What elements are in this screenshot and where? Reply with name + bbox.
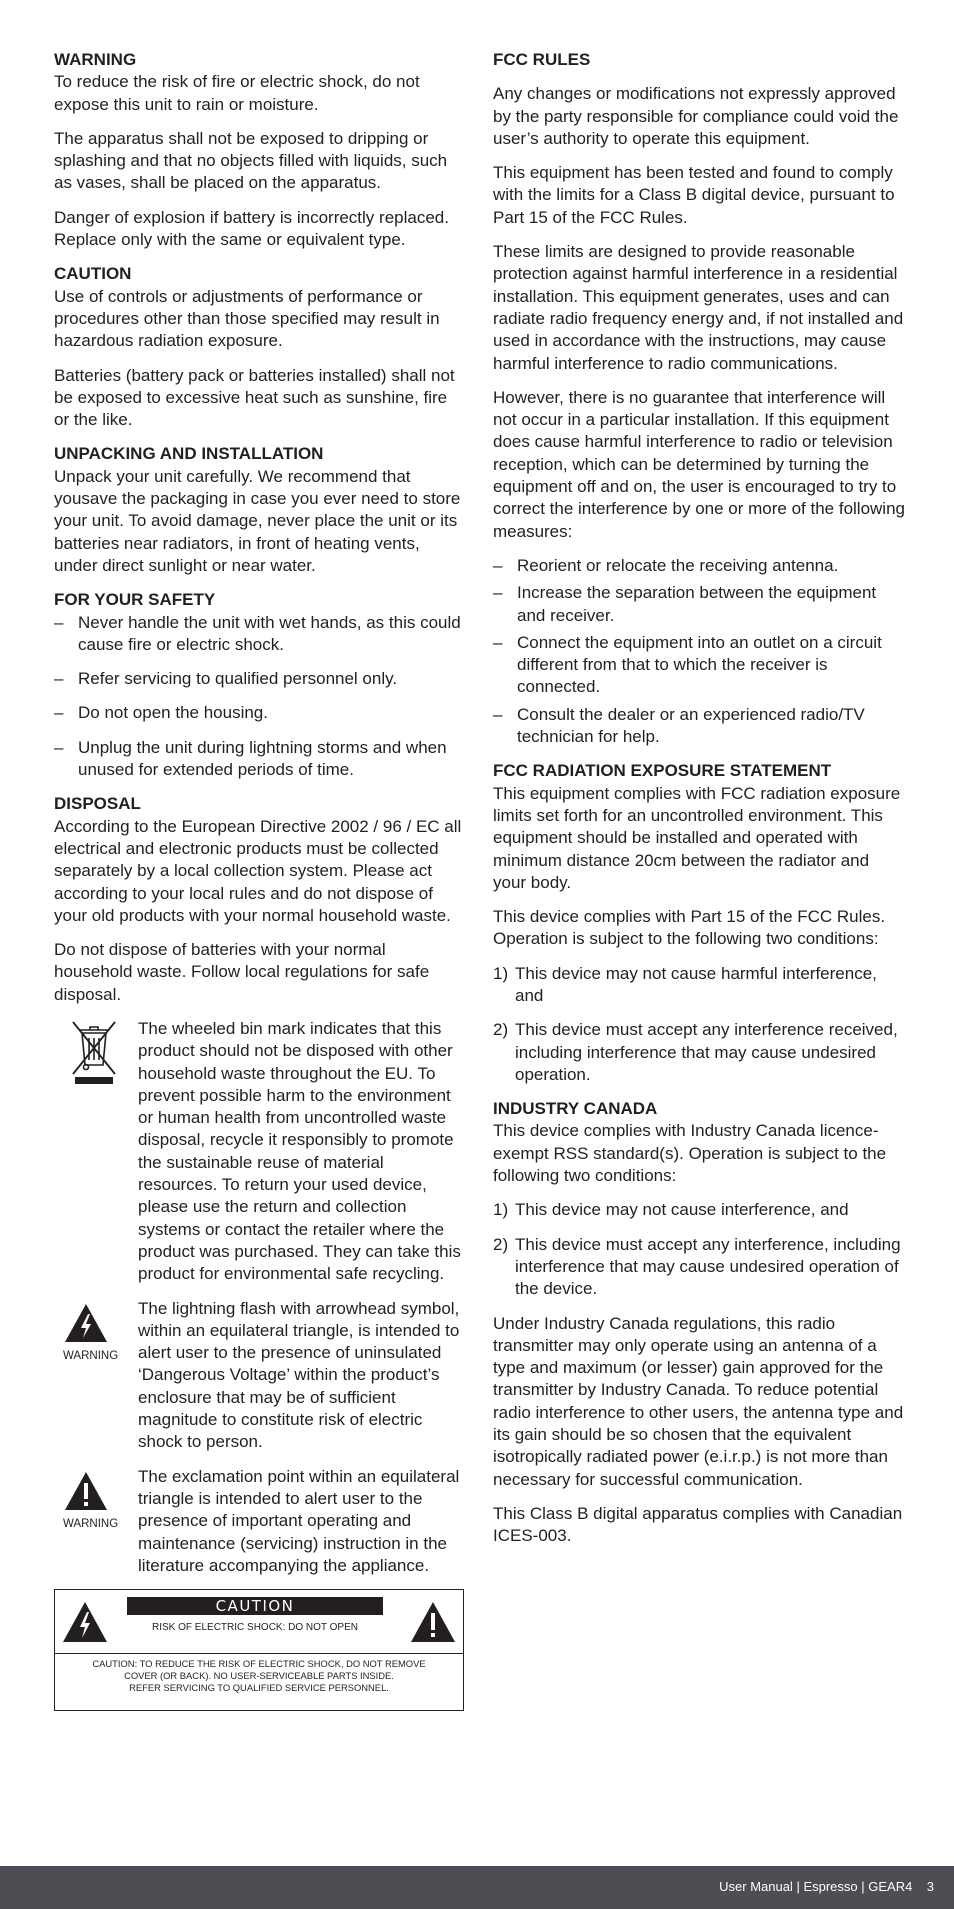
unpacking-heading: UNPACKING AND INSTALLATION — [54, 444, 324, 464]
exclamation-warning-icon — [409, 1600, 457, 1644]
crossed-bin-icon — [69, 1020, 119, 1086]
caution-line: COVER (OR BACK). NO USER-SERVICEABLE PARTS INSIDE. — [124, 1670, 394, 1682]
list-item-text: This device must accept any interference received, including interference that may cause undesired operation. — [515, 1020, 898, 1084]
radiation-section — [493, 760, 905, 1086]
warning-paragraph: Danger of explosion if battery is incorrectly replaced. Replace only with the same or equivalent type. — [54, 207, 449, 250]
radiation-heading: FCC RADIATION EXPOSURE STATEMENT — [493, 761, 832, 781]
list-item-text: Connect the equipment into an outlet on a circuit different from that to which the receiver is connected. — [517, 632, 882, 697]
caution-instructions — [55, 1658, 463, 1694]
lightning-warning-icon — [63, 1302, 109, 1344]
caution-label-box — [54, 1589, 464, 1711]
warning-paragraph: The apparatus shall not be exposed to dripping or splashing and that no objects filled with liquids, such as vases, shall be placed on the apparatus. — [54, 128, 448, 193]
lightning-warning-icon — [61, 1600, 109, 1644]
right-column — [493, 49, 905, 1560]
exclamation-warning-icon — [63, 1470, 109, 1512]
list-item-text: Consult the dealer or an experienced radio/TV technician for help. — [517, 704, 865, 747]
list-item-text: Unplug the unit during lightning storms and when unused for extended periods of time. — [78, 737, 447, 780]
dash-marker: – — [54, 737, 64, 757]
canada-section — [493, 1098, 905, 1547]
list-item — [54, 612, 464, 657]
list-item — [54, 668, 464, 690]
list-item — [54, 702, 464, 724]
list-item — [493, 555, 905, 577]
list-number: 2) — [493, 1020, 509, 1040]
caution-label: CAUTION — [127, 1597, 383, 1615]
caution-heading: CAUTION — [54, 264, 132, 284]
fcc-paragraph: Any changes or modifications not expressly approved by the party responsible for compliance could void the user’s authority to operate this equipment. — [493, 84, 899, 148]
list-item — [493, 704, 905, 749]
list-item — [54, 737, 464, 782]
dash-marker: – — [493, 632, 503, 652]
weee-symbol-row — [54, 1018, 464, 1286]
fcc-section — [493, 49, 905, 748]
canada-paragraph: This Class B digital apparatus complies with Canadian ICES-003. — [493, 1503, 903, 1546]
list-item-text: Never handle the unit with wet hands, as this could cause fire or electric shock. — [78, 612, 461, 654]
dash-marker: – — [54, 612, 64, 632]
fcc-paragraph: This equipment has been tested and found to comply with the limits for a Class B digital device, pursuant to Part 15 of the FCC Rules. — [493, 163, 895, 227]
list-item-text: Reorient or relocate the receiving antenna. — [517, 555, 839, 575]
list-number: 1) — [493, 1200, 509, 1220]
warning-section — [54, 49, 464, 251]
left-column — [54, 49, 464, 1711]
list-item-text: Do not open the housing. — [78, 703, 268, 723]
safety-heading: FOR YOUR SAFETY — [54, 590, 216, 610]
radiation-paragraph: This equipment complies with FCC radiation exposure limits set forth for an uncontrolled environment. This equipment should be installed and operated with minimum distance 20cm between the radiator and your body. — [493, 783, 901, 892]
list-item — [493, 963, 905, 1008]
list-item-text: This device must accept any interference, including interference that may cause undesired operation of the device. — [515, 1234, 901, 1299]
exclamation-symbol-row — [54, 1466, 464, 1577]
list-item — [493, 632, 905, 699]
exclamation-text: The exclamation point within an equilateral triangle is intended to alert user to the presence of important operating and maintenance (servicing) instruction in the literature accompanying the appliance. — [138, 1466, 460, 1575]
dash-marker: – — [54, 669, 64, 689]
caution-paragraph: Use of controls or adjustments of performance or procedures other than those specified may result in hazardous radiation exposure. — [54, 286, 440, 351]
dash-marker: – — [493, 583, 503, 603]
disposal-paragraph: According to the European Directive 2002 / 96 / EC all electrical and electronic products must be collected separately by a local collection system. Please act according to your local rules and do not dispose of your old products with your normal household waste. — [54, 816, 462, 925]
footer-text: User Manual | Espresso | GEAR4 3 — [719, 1879, 934, 1894]
list-item-text: This device may not cause interference, and — [515, 1200, 849, 1220]
warning-paragraph: To reduce the risk of fire or electric shock, do not expose this unit to rain or moisture. — [54, 72, 420, 114]
list-item-text: Refer servicing to qualified personnel only. — [78, 669, 398, 689]
safety-section — [54, 589, 464, 781]
unpacking-paragraph: Unpack your unit carefully. We recommend that yousave the packaging in case you ever need to store your unit. To avoid damage, never place the unit or its batteries near radiators, in front of heating vents, under direct sunlight or near water. — [54, 466, 461, 575]
caution-section — [54, 263, 464, 431]
page-footer — [0, 1866, 954, 1909]
list-number: 2) — [493, 1234, 509, 1254]
list-item — [493, 1199, 905, 1221]
caution-line: CAUTION: TO REDUCE THE RISK OF ELECTRIC SHOCK, DO NOT REMOVE — [92, 1658, 426, 1670]
dash-marker: – — [493, 704, 503, 724]
list-item — [493, 1019, 905, 1086]
fcc-paragraph: However, there is no guarantee that interference will not occur in a particular installation. If this equipment does cause harmful interference to radio or television reception, which can be determined by turning the equipment off and on, the user is encouraged to try to correct the interference by one or more of the following measures: — [493, 387, 905, 541]
canada-paragraph: This device complies with Industry Canada licence-exempt RSS standard(s). Operation is subject to the following two conditions: — [493, 1121, 887, 1186]
lightning-text: The lightning flash with arrowhead symbol, within an equilateral triangle, is intended to alert user to the presence of uninsulated ‘Dangerous Voltage’ within the product’s enclosure that may be of sufficient magnitude to constitute risk of electric shock to person. — [138, 1298, 460, 1452]
lightning-symbol-row — [54, 1298, 464, 1454]
unpacking-section — [54, 443, 464, 577]
warning-caption: WARNING — [63, 1349, 119, 1362]
canada-heading: INDUSTRY CANADA — [493, 1099, 658, 1119]
list-item-text: Increase the separation between the equipment and receiver. — [517, 583, 877, 625]
disposal-paragraph: Do not dispose of batteries with your normal household waste. Follow local regulations for safe disposal. — [54, 940, 430, 1004]
radiation-paragraph: This device complies with Part 15 of the FCC Rules. Operation is subject to the following two conditions: — [493, 907, 886, 949]
caution-subtitle: RISK OF ELECTRIC SHOCK: DO NOT OPEN — [152, 1622, 358, 1634]
warning-heading: WARNING — [54, 50, 137, 69]
list-number: 1) — [493, 963, 509, 983]
list-item-text: This device may not cause harmful interference, and — [515, 963, 877, 1005]
warning-caption: WARNING — [63, 1517, 119, 1530]
disposal-section — [54, 793, 464, 1006]
canada-paragraph: Under Industry Canada regulations, this radio transmitter may only operate using an antenna of a type and maximum (or lesser) gain approved for the transmitter by Industry Canada. To reduce potential radio interference to other users, the antenna type and its gain should be so chosen that the equivalent isotropically radiated power (e.i.r.p.) is not more than necessary for successful communication. — [493, 1313, 904, 1489]
list-item — [493, 1234, 905, 1301]
dash-marker: – — [493, 555, 503, 575]
weee-text: The wheeled bin mark indicates that this product should not be disposed with other household waste throughout the EU. To prevent possible harm to the environment or human health from uncontrolled waste disposal, recycle it responsibly to promote the sustainable reuse of material resources. To return your used device, please use the return and collection systems or contact the retailer where the product was purchased. They can take this product for environmental safe recycling. — [138, 1018, 461, 1284]
disposal-heading: DISPOSAL — [54, 794, 141, 814]
caution-line: REFER SERVICING TO QUALIFIED SERVICE PERSONNEL. — [129, 1682, 389, 1694]
dash-marker: – — [54, 703, 64, 723]
list-item — [493, 582, 905, 627]
fcc-paragraph: These limits are designed to provide reasonable protection against harmful interference in a residential installation. This equipment generates, uses and can radiate radio frequency energy and, if not installed and used in accordance with the instructions, may cause harmful interference to radio communications. — [493, 242, 904, 373]
caution-paragraph: Batteries (battery pack or batteries installed) shall not be exposed to excessive heat such as sunshine, fire or the like. — [54, 365, 455, 430]
fcc-heading: FCC RULES — [493, 50, 591, 69]
